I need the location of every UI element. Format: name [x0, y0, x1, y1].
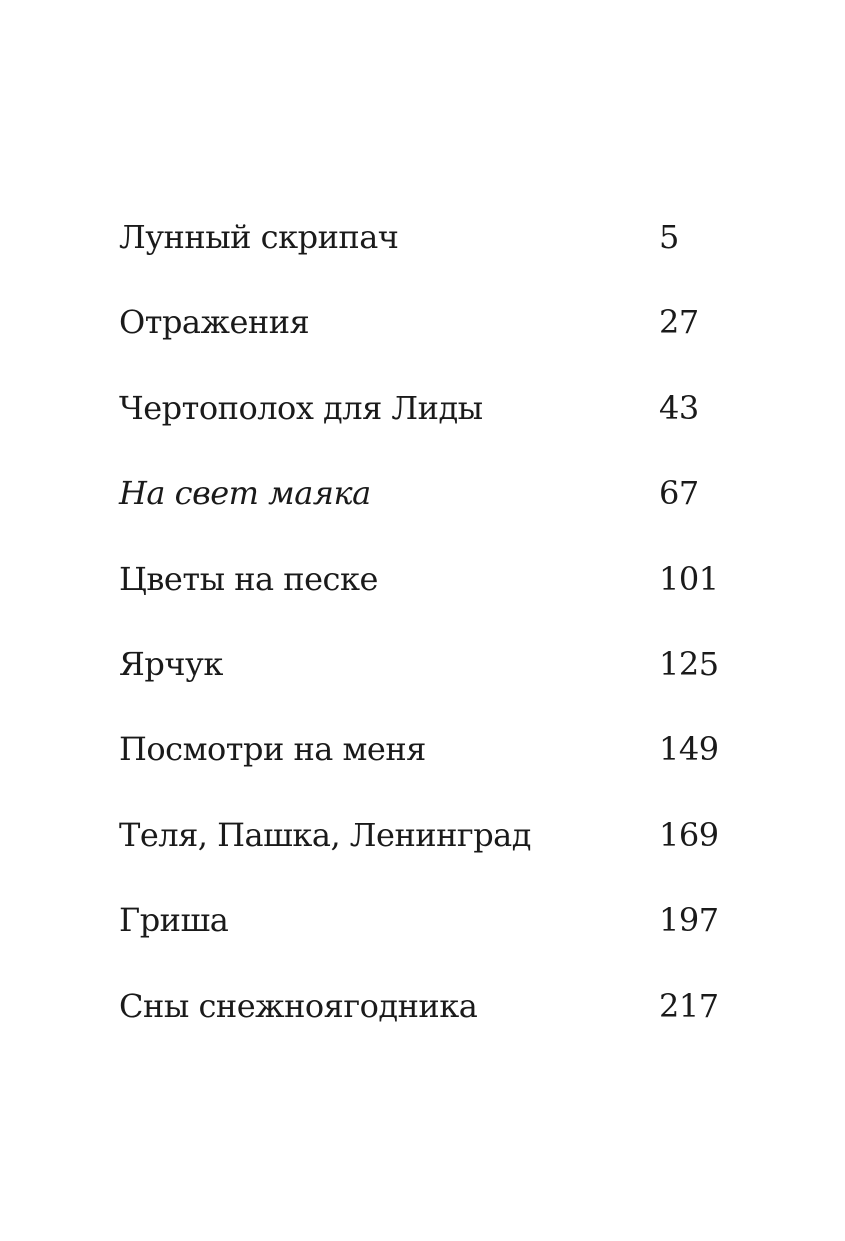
toc-entry-title: Отражения [119, 303, 310, 342]
toc-entry[interactable] [119, 474, 739, 559]
toc-entry-page-number: 125 [659, 644, 719, 683]
toc-entry[interactable] [119, 730, 739, 815]
toc-entry-page-number: 43 [659, 388, 699, 427]
toc-entry-title: Лунный скрипач [119, 218, 399, 256]
toc-entry-page-number: 149 [659, 730, 719, 769]
toc-entry[interactable] [119, 645, 739, 730]
toc-entry[interactable] [119, 218, 739, 303]
toc-entry-title: Чертополох для Лиды [119, 388, 483, 427]
toc-entry-title: Цветы на песке [119, 559, 378, 598]
toc-entry[interactable] [119, 389, 739, 474]
toc-entry-page-number: 197 [659, 901, 719, 940]
table-of-contents [119, 218, 739, 1072]
toc-entry[interactable] [119, 901, 739, 986]
toc-entry-title: Теля, Пашка, Ленинград [119, 815, 531, 854]
toc-entry-page-number: 67 [659, 474, 699, 513]
toc-entry-page-number: 217 [659, 986, 719, 1025]
toc-entry-title: Ярчук [119, 644, 223, 683]
toc-entry-page-number: 5 [659, 218, 679, 256]
toc-entry-title: Посмотри на меня [119, 730, 426, 769]
toc-entry-title: Гриша [119, 901, 229, 940]
toc-entry[interactable] [119, 560, 739, 645]
toc-entry[interactable] [119, 816, 739, 901]
toc-entry[interactable] [119, 987, 739, 1072]
toc-entry-page-number: 101 [659, 559, 719, 598]
toc-entry-page-number: 169 [659, 815, 719, 854]
toc-entry-page-number: 27 [659, 303, 699, 342]
toc-entry-title: Сны снежноягодника [119, 986, 478, 1025]
toc-entry[interactable] [119, 303, 739, 388]
toc-entry-title: На свет маяка [119, 474, 371, 513]
